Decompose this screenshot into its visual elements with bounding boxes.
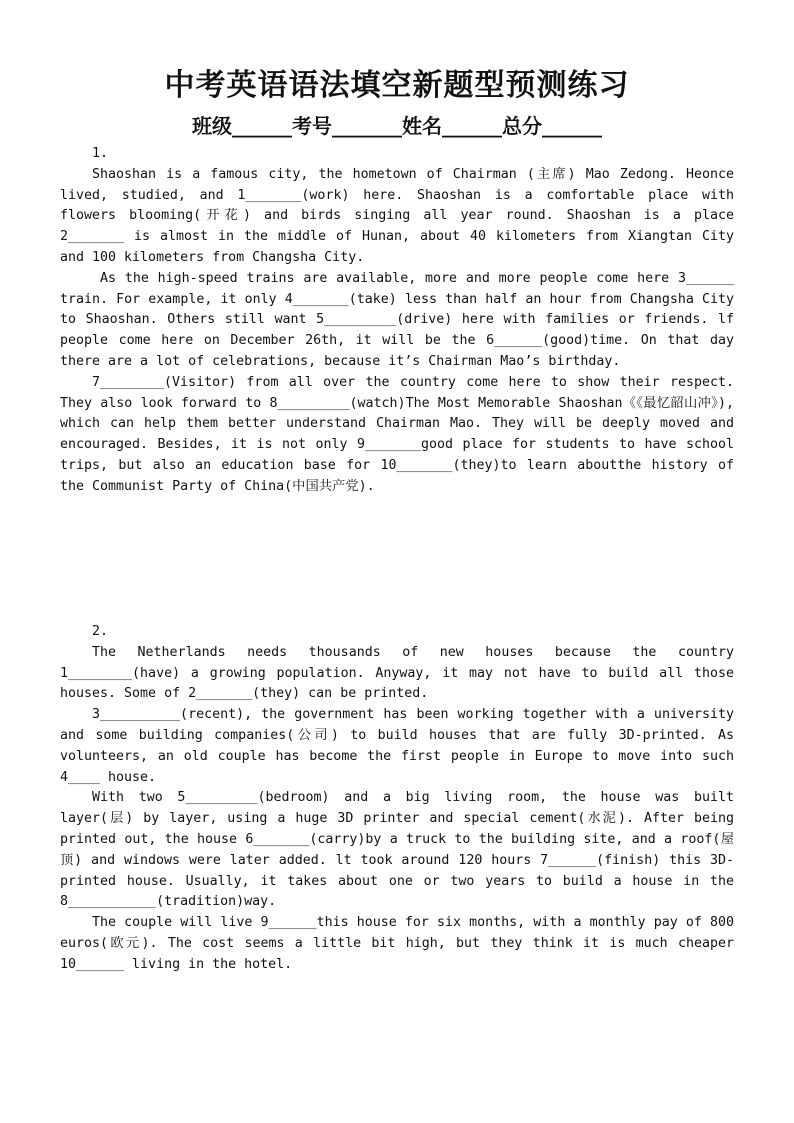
student-info-fields: 班级______考号_______姓名______总分______ xyxy=(192,114,602,138)
paragraph: With two 5_________(bedroom) and a big living room, the house was built layer(层) by layer, using a huge 3D printer and special cement(水泥). After being printed out, the house 6_______(carry)by a truck to the building site, and a roof(屋顶) and windows were later added. lt took around 120 hours 7______(finish) this 3D-printed house. Usually, it takes about one or two years to build a house in the 8___________(tradition)way. xyxy=(60,790,734,910)
paragraph: Shaoshan is a famous city, the hometown of Chairman (主席) Mao Zedong. Heonce lived, studied, and 1_______(work) here. Shaoshan is a comfortable place with flowers blooming(开花) and birds singing all year round. Shaoshan is a place 2_______ is almost in the middle of Hunan, about 40 kilometers from Xiangtan City and 100 kilometers from Changsha City. xyxy=(60,166,734,265)
paragraph: 7________(Visitor) from all over the country come here to show their respect. They also look forward to 8_________(watch)The Most Memorable Shaoshan《《最忆韶山冲》), which can help them better understand Chairman Mao. They will be deeply moved and encouraged. Besides, it is not only 9_______good place for students to have school trips, but also an education base for 10_______(they)to learn aboutthe history of the Communist Party of China(中国共产党). xyxy=(60,374,734,494)
passage-1 xyxy=(60,144,734,498)
page-title: 中考英语语法填空新题型预测练习 xyxy=(164,68,630,103)
passage-number: 1. xyxy=(92,146,109,161)
passage-number: 2. xyxy=(92,624,109,639)
paragraph: 3__________(recent), the government has been working together with a university and some building companies(公司) to build houses that are fully 3D-printed. As volunteers, an old couple has become the first people in Europe to move into such 4____ house. xyxy=(60,707,734,785)
paragraph: The couple will live 9______this house for six months, with a monthly pay of 800 euros(欧元). The cost seems a little bit high, but they think it is much cheaper 10______ living in the hotel. xyxy=(60,915,734,972)
passage-2 xyxy=(60,622,734,976)
paragraph: The Netherlands needs thousands of new houses because the country 1________(have) a growing population. Anyway, it may not have to build all those houses. Some of 2_______(they) can be printed. xyxy=(60,644,734,702)
paragraph: As the high-speed trains are available, more and more people come here 3______ train. For example, it only 4_______(take) less than half an hour from Changsha City to Shaoshan. Others still want 5_________(drive) here with families or friends. lf people come here on December 26th, it will be the 6______(good)time. On that day there are a lot of celebrations, because it’s Chairman Mao’s birthday. xyxy=(60,270,734,369)
